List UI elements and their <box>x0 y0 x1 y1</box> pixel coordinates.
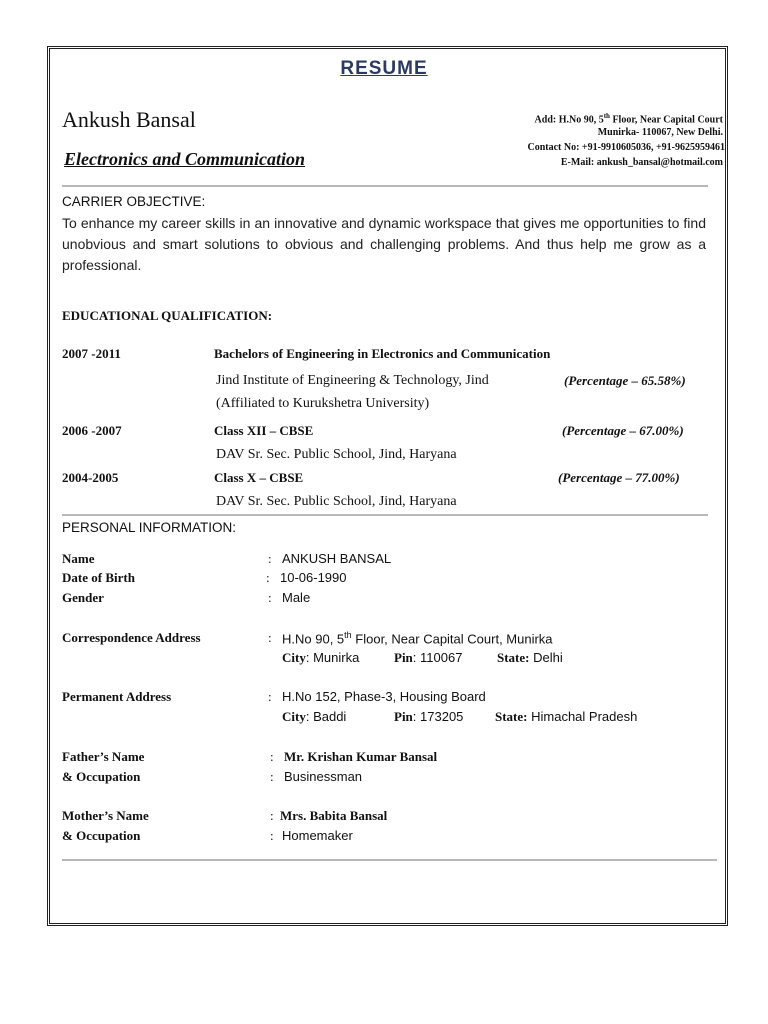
colon: : <box>270 808 274 823</box>
personal-heading: PERSONAL INFORMATION: <box>62 520 237 535</box>
label-mother-occupation: & Occupation <box>62 828 141 843</box>
edu-years: 2007 -2011 <box>62 346 121 361</box>
correspondence-state: State: Delhi <box>497 650 563 665</box>
colon: : <box>270 828 274 843</box>
address-line-1: Add: H.No 90, 5th Floor, Near Capital Court <box>534 112 723 126</box>
colon: : <box>268 551 272 566</box>
label-permanent-address: Permanent Address <box>62 689 172 704</box>
value-father-occupation: Businessman <box>284 769 363 784</box>
label-father-name: Father’s Name <box>62 749 145 764</box>
label-correspondence-address: Correspondence Address <box>62 630 201 645</box>
colon: : <box>268 630 272 645</box>
permanent-state: State: Himachal Pradesh <box>495 709 638 724</box>
edu-years: 2004-2005 <box>62 470 119 485</box>
page-border <box>47 46 728 926</box>
edu-percentage: (Percentage – 67.00%) <box>562 423 684 438</box>
objective-heading: CARRIER OBJECTIVE: <box>62 194 206 209</box>
contact-phone: Contact No: +91-9910605036, +91-9625959461 <box>527 142 725 153</box>
colon: : <box>268 689 272 704</box>
divider <box>62 185 708 187</box>
edu-institution: DAV Sr. Sec. Public School, Jind, Haryana <box>216 494 457 509</box>
divider <box>62 514 708 516</box>
value-permanent-address: H.No 152, Phase-3, Housing Board <box>282 689 486 704</box>
value-mother-name: Mrs. Babita Bansal <box>280 808 388 823</box>
edu-affiliation: (Affiliated to Kurukshetra University) <box>216 396 430 411</box>
edu-institution: DAV Sr. Sec. Public School, Jind, Haryana <box>216 447 457 462</box>
branch-title: Electronics and Communication <box>64 149 306 169</box>
label-gender: Gender <box>62 590 104 605</box>
colon: : <box>266 570 270 585</box>
label-father-occupation: & Occupation <box>62 769 141 784</box>
edu-degree: Class X – CBSE <box>214 470 304 485</box>
correspondence-city: City: Munirka <box>282 650 360 665</box>
edu-percentage: (Percentage – 77.00%) <box>558 470 680 485</box>
edu-degree: Bachelors of Engineering in Electronics and Communication <box>214 346 551 361</box>
value-correspondence-address: H.No 90, 5th Floor, Near Capital Court, Munirka <box>282 630 553 647</box>
objective-text: To enhance my career skills in an innovative and dynamic workspace that gives me opportunities to find unobvious and smart solutions to obvious and challenging problems. And thus help me grow as a professional. <box>62 215 706 273</box>
permanent-city: City: Baddi <box>282 709 347 724</box>
colon: : <box>268 590 272 605</box>
value-mother-occupation: Homemaker <box>282 828 353 843</box>
edu-years: 2006 -2007 <box>62 423 122 438</box>
permanent-pin: Pin: 173205 <box>394 709 464 724</box>
edu-degree: Class XII – CBSE <box>214 423 314 438</box>
contact-email: E-Mail: ankush_bansal@hotmail.com <box>560 157 723 168</box>
candidate-name: Ankush Bansal <box>62 107 196 132</box>
divider <box>62 859 717 861</box>
label-dob: Date of Birth <box>62 570 135 585</box>
colon: : <box>270 769 274 784</box>
label-mother-name: Mother’s Name <box>62 808 149 823</box>
colon: : <box>270 749 274 764</box>
label-name: Name <box>62 551 95 566</box>
address-line-2: Munirka- 110067, New Delhi. <box>597 127 723 138</box>
education-heading: EDUCATIONAL QUALIFICATION: <box>62 308 273 323</box>
value-father-name: Mr. Krishan Kumar Bansal <box>284 749 438 764</box>
value-gender: Male <box>282 590 311 605</box>
value-dob: 10-06-1990 <box>280 570 347 585</box>
resume-title: RESUME <box>340 58 428 79</box>
edu-percentage: (Percentage – 65.58%) <box>564 373 686 388</box>
edu-institution: Jind Institute of Engineering & Technology, Jind <box>216 373 489 388</box>
correspondence-pin: Pin: 110067 <box>394 650 463 665</box>
value-name: ANKUSH BANSAL <box>282 551 392 566</box>
